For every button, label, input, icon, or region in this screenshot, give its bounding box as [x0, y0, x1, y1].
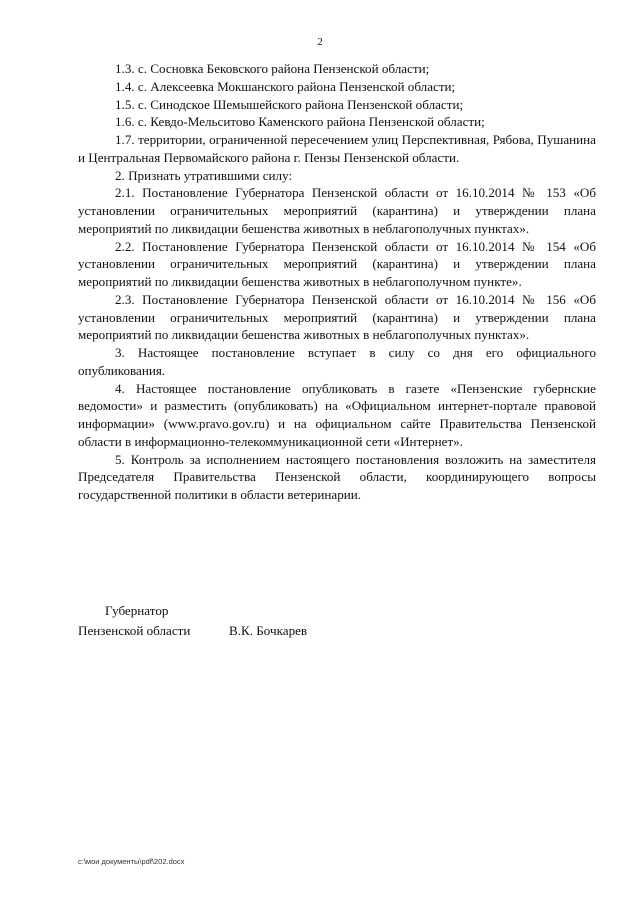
signature-name: В.К. Бочкарев [229, 623, 308, 638]
signature-block [78, 601, 307, 641]
paragraph-2-3: 2.3. Постановление Губернатора Пензенской области от 16.10.2014 № 156 «Об установлении ограничительных мероприятий (карантина) и утверждении плана мероприятий по ликвидации бешенства животных в неблагополучных пунктах». [78, 291, 596, 343]
page-number: 2 [317, 36, 323, 48]
paragraph-1-3: 1.3. с. Сосновка Бековского района Пензенской области; [115, 61, 430, 76]
signature-title: Губернатор [105, 603, 169, 618]
paragraph-1-6: 1.6. с. Кевдо-Мельситово Каменского района Пензенской области; [115, 114, 485, 130]
paragraph-2: 2. Признать утратившими силу: [115, 167, 293, 183]
paragraph-3: 3. Настоящее постановление вступает в силу со дня его официального опубликования. [78, 345, 596, 378]
paragraph-2-1: 2.1. Постановление Губернатора Пензенской области от 16.10.2014 № 153 «Об установлении ограничительных мероприятий (карантина) и утверждении плана мероприятий по ликвидации бешенства животных в неблагополучных пунктах». [78, 185, 596, 236]
signature-row [78, 621, 307, 641]
paragraph-1-7: 1.7. территории, ограниченной пересечением улиц Перспективная, Рябова, Пушанина и Центральная Первомайского района г. Пензы Пензенской области. [78, 132, 596, 165]
paragraph-1-4: 1.4. с. Алексеевка Мокшанского района Пензенской области; [115, 78, 456, 94]
footer-file-path: c:\мои документы\pdf\202.docx [78, 857, 185, 866]
document-body [78, 60, 596, 504]
paragraph-2-2: 2.2. Постановление Губернатора Пензенской области от 16.10.2014 № 154 «Об установлении ограничительных мероприятий (карантина) и утверждении плана мероприятий по ликвидации бешенства животных в неблагополучном пункте». [78, 238, 596, 289]
paragraph-1-5: 1.5. с. Синодское Шемышейского района Пензенской области; [115, 96, 464, 112]
paragraph-5: 5. Контроль за исполнением настоящего постановления возложить на заместителя Председателя Правительства Пензенской области, координирующего вопросы государственной политики в области ветеринарии. [78, 451, 596, 502]
paragraph-4: 4. Настоящее постановление опубликовать в газете «Пензенские губернские ведомости» и разместить (опубликовать) на «Официальном интернет-портале правовой информации» (www.pravo.gov.ru) и на официальном сайте Правительства Пензенской области в информационно-телекоммуникационной сети «Интернет». [78, 380, 596, 449]
signature-organization: Пензенской области [78, 623, 191, 638]
